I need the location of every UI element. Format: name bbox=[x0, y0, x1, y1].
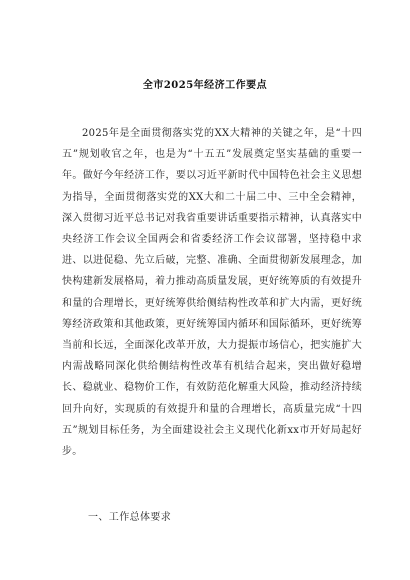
section-heading: 一、工作总体要求 bbox=[88, 512, 172, 523]
body-paragraph: 2025年是全面贯彻落实党的XX大精神的关键之年，是“十四五”规划收官之年，也是为“十五五”发展奠定坚实基础的重要一年。做好今年经济工作，要以习近平新时代中国特色社会主义思想为指导，全面贯彻落实党的XX大和二十届二中、三中全会精神，深入贯彻习近平总书记对我省重要讲话重要指示精神，认真落实中央经济工作会议全国两会和省委经济工作会议部署，坚持稳中求进、以进促稳、先立后破，完整、准确、全面贯彻新发展理念，加快构建新发展格局，着力推动高质量发展，更好统筹质的有效提升和量的合理增长，更好统筹供给侧结构性改革和扩大内需，更好统筹经济政策和其他政策，更好统筹国内循环和国际循环，更好统筹当前和长远，全面深化改革开放，大力提振市场信心，把实施扩大内需战略同深化供给侧结构性改革有机结合起来，突出做好稳增长、稳就业、稳物价工作，有效防范化解重大风险，推动经济持续回升向好，实现质的有效提升和量的合理增长，高质量完成“十四五”规划目标任务，为全面建设社会主义现代化新xx市开好局起好步。 bbox=[62, 128, 362, 458]
document-title: 全市2025年经济工作要点 bbox=[142, 80, 268, 91]
